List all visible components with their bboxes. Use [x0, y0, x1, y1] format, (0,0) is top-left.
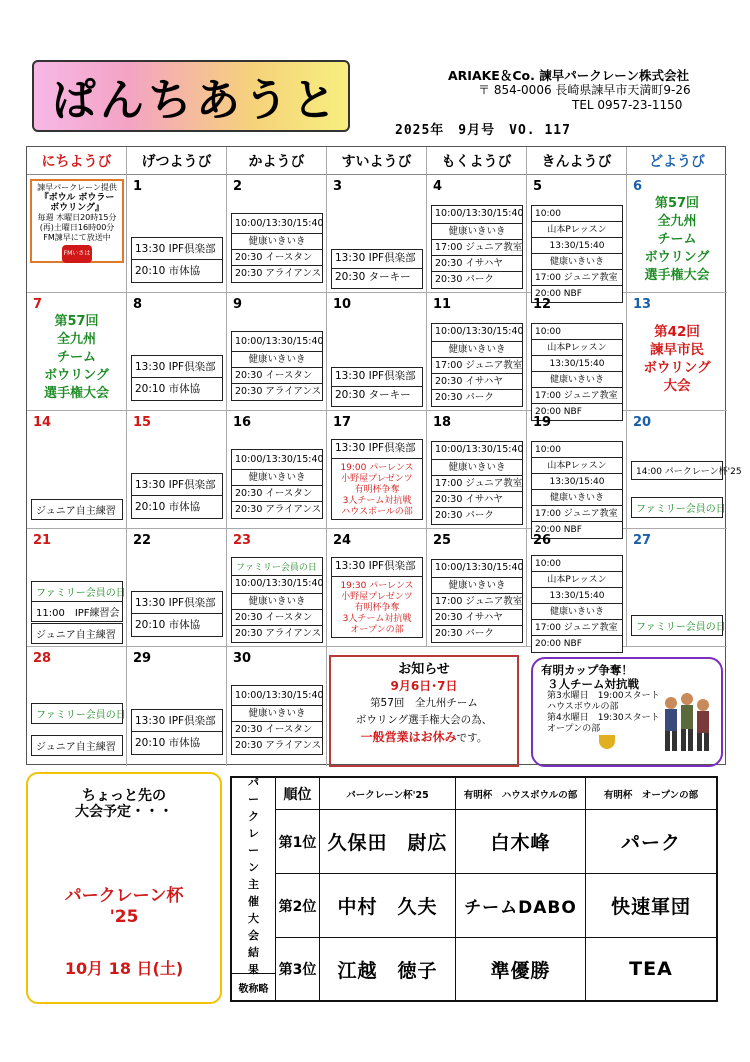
company-name: ARIAKE＆Co. 諫早パークレーン株式会社 — [448, 68, 689, 83]
schedule-item: 20:10 市体協 — [135, 383, 201, 395]
schedule-item: 小野屋プレゼンツ — [341, 592, 413, 602]
upcoming-event-name: パークレーン杯 — [64, 886, 184, 906]
schedule-item: 10:00/13:30/15:40 — [232, 450, 322, 470]
schedule-item: 17:00 ジュニア教室 — [532, 506, 622, 522]
day-number: 29 — [133, 651, 152, 666]
day-number: 13 — [633, 297, 652, 312]
honorific-note: 敬称略 — [232, 974, 276, 1000]
schedule-item: 13:30 IPF倶楽部 — [332, 558, 422, 577]
schedule-item: 有明杯争奪 — [354, 485, 400, 495]
day-cell-2 — [227, 175, 327, 293]
event-line: 選手権大会 — [644, 268, 710, 283]
schedule-item: 健康いきいき — [432, 224, 522, 240]
schedule-item: 小野屋プレゼンツ — [341, 474, 413, 484]
schedule-item: 13:30 IPF倶楽部 — [332, 250, 422, 269]
junior-practice-label: ジュニア自主練習 — [31, 623, 123, 644]
day-cell-19 — [527, 411, 627, 535]
schedule-box — [531, 205, 623, 303]
notice-box — [329, 655, 519, 767]
schedule-item: 17:00 ジュニア教室 — [432, 240, 522, 256]
schedule-item: 10:00 — [532, 206, 622, 222]
schedule-item: 10:00/13:30/15:40 — [432, 442, 522, 460]
ariake-cup-title: 有明カップ争奪！ — [541, 663, 633, 677]
day-cell-18 — [427, 411, 527, 529]
schedule-box — [431, 441, 523, 525]
day-number: 23 — [233, 533, 252, 548]
family-member-day: ファミリー会員の日 — [631, 615, 723, 636]
notice-date: 9月6日･7日 — [390, 679, 458, 693]
schedule-item: 17:00 ジュニア教室 — [532, 620, 622, 636]
schedule-item: 20:30 イサハヤ — [432, 374, 522, 390]
junior-practice-label: ジュニア自主練習 — [31, 735, 123, 756]
day-cell-4 — [427, 175, 527, 293]
rank-label: 第2位 — [276, 874, 320, 938]
schedule-item: 17:00 ジュニア教室 — [532, 388, 622, 404]
day-number: 14 — [33, 415, 52, 430]
schedule-item: 山本Pレッスン — [532, 572, 622, 588]
upcoming-title: ちょっと先の — [82, 788, 166, 804]
day-number: 16 — [233, 415, 252, 430]
schedule-item: 10:00/13:30/15:40 — [432, 560, 522, 578]
schedule-item: 10:00/13:30/15:40 — [232, 686, 322, 706]
schedule-item: 13:30 IPF倶楽部 — [132, 710, 222, 732]
schedule-box — [131, 473, 223, 519]
radio-time-2: (再)土曜日16時00分 — [39, 223, 115, 232]
schedule-item: 13:30 IPF倶楽部 — [332, 368, 422, 387]
day-cell-6 — [627, 175, 727, 293]
event-line: ボウリング — [643, 360, 711, 376]
day-number: 6 — [633, 179, 643, 194]
weekday-sunday: にちようび — [27, 147, 127, 175]
schedule-box — [231, 575, 323, 643]
schedule-item: 13:30/15:40 — [532, 474, 622, 490]
event-line: 第42回 — [654, 324, 700, 340]
family-member-day: ファミリー会員の日 — [231, 557, 323, 576]
day-cell-14 — [27, 411, 127, 529]
event-line: チーム — [657, 232, 697, 247]
schedule-item: 3人チーム対抗戦 — [342, 614, 412, 624]
schedule-box — [131, 355, 223, 401]
weekday-tuesday: かようび — [227, 147, 327, 175]
schedule-item: 13:30 IPF倶楽部 — [132, 356, 222, 378]
event-line: ボウリング — [644, 250, 710, 265]
day-number: 20 — [633, 415, 652, 430]
result-name: 中村 久夫 — [320, 874, 456, 938]
day-number: 19 — [533, 415, 552, 430]
schedule-item: 20:10 市体協 — [135, 737, 201, 749]
schedule-item: ハウスボールの部 — [341, 507, 413, 517]
schedule-item: 13:30 IPF倶楽部 — [132, 238, 222, 260]
day-number: 28 — [33, 651, 52, 666]
schedule-item: 13:30 IPF倶楽部 — [132, 592, 222, 614]
schedule-box — [131, 237, 223, 283]
day-cell-5 — [527, 175, 627, 299]
day-cell-26 — [527, 529, 627, 647]
schedule-item: 健康いきいき — [232, 470, 322, 486]
day-cell-1 — [127, 175, 227, 293]
result-name: 準優勝 — [456, 938, 586, 1000]
event-line: 第57回 — [654, 196, 700, 211]
day-number: 27 — [633, 533, 652, 548]
company-address: 〒 854-0006 長崎県諫早市天満町9-26 — [478, 83, 691, 97]
schedule-item: 10:00 — [532, 556, 622, 572]
notice-title: お知らせ — [398, 662, 450, 677]
event-city-tournament — [627, 323, 727, 395]
schedule-item: 20:00 NBF — [535, 289, 582, 299]
schedule-item: 10:00 — [532, 324, 622, 340]
day-number: 22 — [133, 533, 152, 548]
schedule-item: 健康いきいき — [432, 460, 522, 476]
result-name: パーク — [586, 810, 716, 874]
schedule-item: 20:00 NBF — [535, 639, 582, 649]
schedule-item: 20:30 イサハヤ — [432, 256, 522, 272]
schedule-item: 10:00/13:30/15:40 — [432, 206, 522, 224]
result-name: 白木峰 — [456, 810, 586, 874]
schedule-item: 17:00 ジュニア教室 — [432, 594, 522, 610]
schedule-item: 健康いきいき — [432, 342, 522, 358]
schedule-item: 10:00 — [532, 442, 622, 458]
schedule-item: 10:00/13:30/15:40 — [432, 324, 522, 342]
day-cell-8 — [127, 293, 227, 411]
schedule-item: 20:10 市体協 — [135, 501, 201, 513]
junior-practice-label: ジュニア自主練習 — [31, 499, 123, 520]
schedule-item: 健康いきいき — [532, 254, 622, 270]
event-kyushu-championship — [27, 313, 126, 403]
schedule-item: 13:30/15:40 — [532, 588, 622, 604]
family-member-day: ファミリー会員の日 — [31, 703, 123, 724]
tournament-results-table — [230, 776, 718, 1002]
weekday-friday: きんようび — [527, 147, 627, 175]
ariake-cup-box — [531, 657, 723, 767]
event-line: 全九州 — [657, 214, 697, 229]
trophy-icon — [599, 735, 615, 749]
radio-title-2: ボウリング』 — [50, 203, 104, 213]
result-name: TEA — [629, 958, 673, 980]
schedule-item: 10:00/13:30/15:40 — [232, 214, 322, 234]
radio-program-box — [30, 179, 124, 275]
event-line: 大会 — [663, 378, 691, 394]
schedule-item: 20:30 アライアンス — [235, 268, 322, 279]
schedule-item: 20:30 ターキー — [335, 389, 411, 401]
rank-label: 第3位 — [276, 938, 320, 1000]
radio-time-1: 毎週 木曜日20時15分 — [37, 213, 117, 222]
day-cell-30 — [227, 647, 327, 766]
schedule-item: 20:30 パーク — [435, 510, 494, 521]
day-cell-3 — [327, 175, 427, 293]
schedule-item: 20:30 イースタン — [232, 486, 322, 502]
upcoming-event-date: 10月 18 日(土) — [64, 959, 184, 978]
day-cell-21 — [27, 529, 127, 647]
weekday-monday: げつようび — [127, 147, 227, 175]
day-number: 25 — [433, 533, 452, 548]
weekday-wednesday: すいようび — [327, 147, 427, 175]
schedule-item: 山本Pレッスン — [532, 222, 622, 238]
schedule-item: 19:30 パーレンス — [340, 581, 414, 591]
calendar — [26, 146, 742, 765]
upcoming-subtitle: 大会予定・・・ — [75, 804, 173, 820]
schedule-item: 山本Pレッスン — [532, 340, 622, 356]
schedule-item: 20:30 パーク — [435, 274, 494, 285]
day-cell-blank — [27, 175, 127, 293]
schedule-item: 10:00/13:30/15:40 — [232, 332, 322, 352]
schedule-item: 20:30 アライアンス — [235, 504, 322, 515]
notice-text: 第57回 全九州チーム — [370, 697, 478, 709]
newsletter-title-banner — [32, 60, 350, 132]
radio-sponsor: 諫早パークレーン提供 — [37, 183, 117, 192]
schedule-item: 20:30 イースタン — [232, 722, 322, 738]
event-line: 諫早市民 — [650, 342, 704, 358]
day-number: 4 — [433, 179, 443, 194]
schedule-box — [231, 331, 323, 401]
schedule-item: 健康いきいき — [232, 234, 322, 250]
weekday-thursday: もくようび — [427, 147, 527, 175]
day-number: 7 — [33, 297, 43, 312]
day-cell-12 — [527, 293, 627, 417]
day-cell-11 — [427, 293, 527, 411]
schedule-item: 13:30/15:40 — [532, 356, 622, 372]
day-number: 2 — [233, 179, 243, 194]
schedule-item: 13:30 IPF倶楽部 — [132, 474, 222, 496]
schedule-item: 健康いきいき — [532, 604, 622, 620]
results-col-header: 有明杯 ハウスボウルの部 — [456, 778, 586, 810]
day-cell-23 — [227, 529, 327, 647]
schedule-item: 20:30 パーク — [435, 628, 494, 639]
schedule-item: 13:30/15:40 — [532, 238, 622, 254]
schedule-box — [531, 555, 623, 653]
schedule-item: 20:00 NBF — [535, 407, 582, 417]
day-cell-28 — [27, 647, 127, 766]
issue-number: 2025年 9月号 VO. 117 — [395, 123, 571, 138]
schedule-item: 20:30 イースタン — [232, 250, 322, 266]
schedule-box — [431, 559, 523, 643]
weekday-saturday: どようび — [627, 147, 727, 175]
schedule-item: 有明杯争奪 — [354, 603, 400, 613]
day-cell-13 — [627, 293, 727, 411]
schedule-item: 20:30 イサハヤ — [432, 610, 522, 626]
event-kyushu-championship — [627, 195, 727, 285]
event-line: 第57回 — [54, 314, 99, 329]
results-col-header: パークレーン杯'25 — [320, 778, 456, 810]
schedule-item: 健康いきいき — [532, 490, 622, 506]
radio-title-1: 『ボウル ボウラー — [39, 193, 115, 203]
schedule-item: 17:00 ジュニア教室 — [432, 476, 522, 492]
ariake-cup-open-entry — [332, 577, 422, 637]
schedule-box — [531, 441, 623, 539]
schedule-box — [231, 449, 323, 519]
bowlers-illustration-icon — [657, 689, 715, 759]
schedule-item: オープンの部 — [350, 625, 404, 635]
day-number: 12 — [533, 297, 552, 312]
day-cell-10 — [327, 293, 427, 411]
day-number: 5 — [533, 179, 543, 194]
upcoming-tournament-box — [26, 772, 222, 1004]
schedule-item: 山本Pレッスン — [532, 458, 622, 474]
schedule-box — [431, 205, 523, 289]
schedule-box — [531, 323, 623, 421]
notice-text: ボウリング選手権大会の為、 — [355, 714, 493, 726]
day-number: 11 — [433, 297, 452, 312]
upcoming-event-year: '25 — [109, 907, 139, 927]
parklane-cup-event: 14:00 パークレーン杯'25 — [631, 461, 723, 480]
day-number: 17 — [333, 415, 352, 430]
day-cell-29 — [127, 647, 227, 766]
ariake-cup-subtitle: ３人チーム対抗戦 — [547, 677, 639, 691]
day-number: 21 — [33, 533, 52, 548]
day-cell-27 — [627, 529, 727, 647]
results-side-text: パークレーン主催大会結果 — [248, 775, 259, 976]
schedule-box — [331, 249, 423, 289]
radio-station: FM諫早にて放送中 — [43, 233, 111, 242]
day-cell-24 — [327, 529, 427, 647]
notice-suffix: です。 — [456, 732, 488, 744]
schedule-item: 17:00 ジュニア教室 — [532, 270, 622, 286]
schedule-box — [331, 439, 423, 520]
event-line: 選手権大会 — [43, 386, 109, 401]
schedule-box — [431, 323, 523, 407]
schedule-item: 20:30 イサハヤ — [432, 492, 522, 508]
results-col-header: 有明杯 オープンの部 — [586, 778, 716, 810]
ariake-cup-line: 第3水曜日 19:00スタート — [547, 691, 660, 701]
day-number: 26 — [533, 533, 552, 548]
day-number: 1 — [133, 179, 143, 194]
family-member-day: ファミリー会員の日 — [631, 497, 723, 518]
schedule-box — [131, 709, 223, 755]
day-number: 3 — [333, 179, 343, 194]
schedule-item: 17:00 ジュニア教室 — [432, 358, 522, 374]
rank-header: 順位 — [276, 778, 320, 810]
day-number: 9 — [233, 297, 243, 312]
schedule-item: 10:00/13:30/15:40 — [232, 576, 322, 594]
event-line: チーム — [56, 350, 96, 365]
schedule-box — [231, 213, 323, 283]
day-cell-25 — [427, 529, 527, 647]
schedule-item: 20:30 アライアンス — [235, 740, 322, 751]
schedule-item: 健康いきいき — [532, 372, 622, 388]
day-number: 10 — [333, 297, 352, 312]
newsletter-title: ぱんちあうと — [52, 75, 340, 126]
schedule-item: 20:30 アライアンス — [235, 386, 322, 397]
results-side-label — [232, 775, 276, 976]
company-info — [448, 68, 728, 113]
result-name: 江越 徳子 — [320, 938, 456, 1000]
day-cell-16 — [227, 411, 327, 529]
day-number: 15 — [133, 415, 152, 430]
schedule-box — [231, 685, 323, 755]
schedule-item: 20:30 ターキー — [335, 271, 411, 283]
schedule-item: 19:00 パーレンス — [340, 463, 414, 473]
result-name: 久保田 尉広 — [320, 810, 456, 874]
event-line: 全九州 — [56, 332, 96, 347]
schedule-box — [331, 557, 423, 638]
schedule-item: 20:30 イースタン — [232, 610, 322, 626]
ipf-practice-label: 11:00 IPF練習会 — [31, 601, 123, 622]
day-number: 24 — [333, 533, 352, 548]
ariake-cup-line: 第4水曜日 19:30スタート — [547, 713, 660, 723]
day-cell-9 — [227, 293, 327, 411]
result-name: チームDABO — [456, 874, 586, 938]
schedule-item: 健康いきいき — [232, 352, 322, 368]
day-cell-22 — [127, 529, 227, 647]
schedule-item: 20:30 パーク — [435, 392, 494, 403]
company-phone: TEL 0957-23-1150 — [572, 98, 683, 112]
day-cell-20 — [627, 411, 742, 529]
schedule-box — [331, 367, 423, 407]
schedule-item: 20:30 アライアンス — [235, 628, 322, 639]
day-number: 30 — [233, 651, 252, 666]
schedule-item: 健康いきいき — [232, 706, 322, 722]
rank-label: 第1位 — [276, 810, 320, 874]
ariake-cup-house-entry — [332, 459, 422, 519]
schedule-item: 健康いきいき — [432, 578, 522, 594]
schedule-item: 健康いきいき — [232, 594, 322, 610]
day-number: 18 — [433, 415, 452, 430]
event-line: ボウリング — [44, 368, 109, 383]
day-cell-15 — [127, 411, 227, 529]
ariake-cup-line: ハウスボウルの部 — [547, 702, 619, 712]
family-member-day: ファミリー会員の日 — [31, 581, 123, 602]
fm-logo: FMいさはや — [62, 245, 92, 263]
day-cell-17 — [327, 411, 427, 529]
day-cell-7 — [27, 293, 127, 411]
schedule-item: 20:10 市体協 — [135, 265, 201, 277]
schedule-item: 20:00 NBF — [535, 525, 582, 535]
schedule-item: 13:30 IPF倶楽部 — [332, 440, 422, 459]
day-number: 8 — [133, 297, 143, 312]
notice-closed: 一般営業はお休み — [360, 730, 457, 744]
result-name: 快速軍団 — [586, 874, 716, 938]
schedule-item: 20:30 イースタン — [232, 368, 322, 384]
schedule-item: 20:10 市体協 — [135, 619, 201, 631]
schedule-box — [131, 591, 223, 637]
schedule-item: 3人チーム対抗戦 — [342, 496, 412, 506]
ariake-cup-line: オープンの部 — [547, 724, 601, 734]
